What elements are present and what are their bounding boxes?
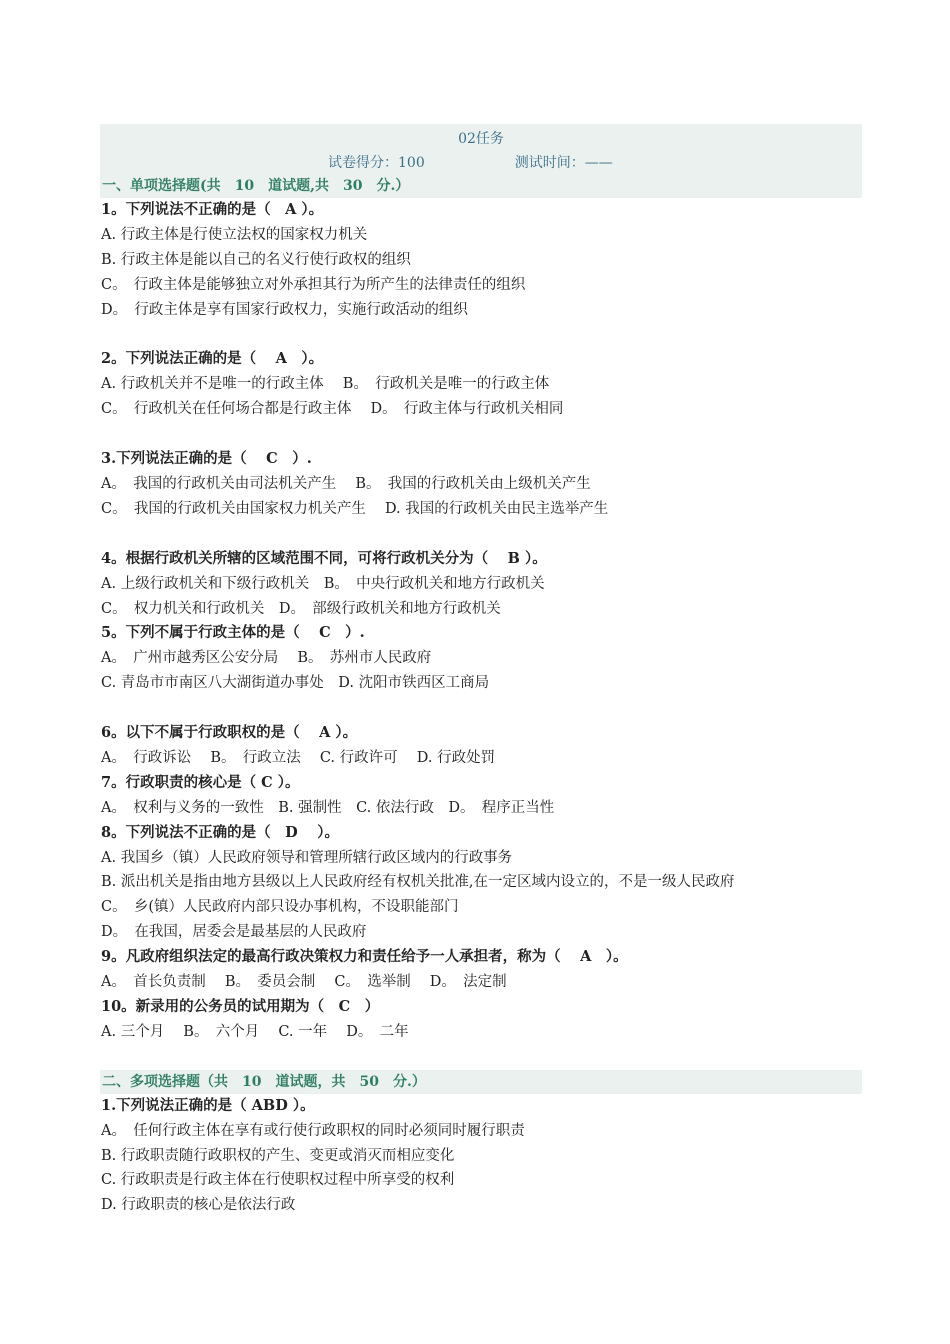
option-d: D。 在我国，居委会是最基层的人民政府 (101, 924, 367, 941)
spacer (100, 1045, 862, 1070)
option-d: D. 行政职责的核心是依法行政 (101, 1197, 296, 1214)
option-line: A。 权利与义务的一致性 B. 强制性 C. 依法行政 D。 程序正当性 (101, 799, 555, 816)
question-text: 3.下列说法正确的是（ C ）. (101, 450, 312, 468)
option-c: C。 乡(镇）人民政府内部只设办事机构，不设职能部门 (101, 899, 459, 916)
question-block (100, 198, 862, 322)
question-text: 1.下列说法正确的是（ ABD ）。 (101, 1096, 315, 1114)
spacer (100, 522, 862, 547)
document-page (100, 124, 862, 1218)
question-block (100, 447, 862, 522)
question-block (100, 995, 862, 1045)
option-a: A. 行政主体是行使立法权的国家权力机关 (101, 226, 368, 243)
section-heading-multiple-choice: 二、多项选择题（共 10 道试题，共 50 分.） (100, 1070, 862, 1094)
question-block (100, 945, 862, 995)
question-block (100, 821, 862, 945)
question-text: 2。下列说法正确的是（ A ）。 (101, 350, 324, 368)
option-d: D。 行政主体是享有国家行政权力，实施行政活动的组织 (101, 301, 468, 318)
option-line: A. 行政机关并不是唯一的行政主体 B。 行政机关是唯一的行政主体 (101, 376, 550, 393)
option-c: C. 行政职责是行政主体在行使职权过程中所享受的权利 (101, 1172, 455, 1189)
question-text: 9。凡政府组织法定的最高行政决策权力和责任给予一人承担者，称为（ A ）。 (101, 948, 628, 966)
option-line: C。 权力机关和行政机关 D。 部级行政机关和地方行政机关 (101, 600, 501, 617)
option-line: C。 行政机关在任何场合都是行政主体 D。 行政主体与行政机关相同 (101, 401, 564, 418)
question-text: 6。以下不属于行政职权的是（ A ）。 (101, 724, 358, 742)
exam-title: 02任务 (458, 131, 504, 147)
question-block (100, 621, 862, 696)
option-line: A. 上级行政机关和下级行政机关 B。 中央行政机关和地方行政机关 (101, 575, 545, 592)
spacer (100, 696, 862, 721)
option-b: B. 派出机关是指由地方县级以上人民政府经有权机关批准,在一定区域内设立的，不是一级人民政府 (101, 874, 735, 891)
option-line: A。 首长负责制 B。 委员会制 C。 选举制 D。 法定制 (101, 974, 507, 991)
question-block (100, 721, 862, 771)
question-text: 4。根据行政机关所辖的区域范围不同，可将行政机关分为（ B ）。 (101, 549, 547, 567)
spacer (100, 322, 862, 347)
option-line: A. 三个月 B。 六个月 C. 一年 D。 二年 (101, 1023, 409, 1040)
option-line: A。 广州市越秀区公安分局 B。 苏州市人民政府 (101, 650, 432, 667)
question-block (100, 347, 862, 422)
exam-header (100, 124, 862, 174)
exam-time: 测试时间：—— (514, 155, 613, 171)
question-text: 5。下列不属于行政主体的是（ C ）. (101, 624, 365, 642)
question-text: 7。行政职责的核心是（ C ）。 (101, 773, 300, 791)
option-line: C. 青岛市市南区八大湖街道办事处 D. 沈阳市铁西区工商局 (101, 675, 490, 692)
question-text: 10。新录用的公务员的试用期为（ C ） (101, 997, 380, 1015)
option-line: C。 我国的行政机关由国家权力机关产生 D. 我国的行政机关由民主选举产生 (101, 500, 609, 517)
option-b: B. 行政主体是能以自己的名义行使行政权的组织 (101, 251, 411, 268)
option-b: B. 行政职责随行政职权的产生、变更或消灭而相应变化 (101, 1147, 455, 1164)
question-text: 1。下列说法不正确的是（ A ）。 (101, 201, 324, 218)
question-text: 8。下列说法不正确的是（ D ）。 (101, 823, 339, 841)
exam-score: 试卷得分：100 (328, 155, 425, 171)
option-c: C。 行政主体是能够独立对外承担其行为所产生的法律责任的组织 (101, 276, 526, 293)
option-a: A。 任何行政主体在享有或行使行政职权的同时必须同时履行职责 (101, 1122, 525, 1139)
option-line: A。 行政诉讼 B。 行政立法 C. 行政许可 D. 行政处罚 (101, 750, 496, 767)
question-block (100, 547, 862, 622)
section-heading-single-choice: 一、单项选择题(共 10 道试题,共 30 分.） (100, 174, 862, 198)
question-block (100, 1094, 862, 1218)
spacer (100, 422, 862, 447)
option-a: A. 我国乡（镇）人民政府领导和管理所辖行政区域内的行政事务 (101, 849, 513, 866)
exam-meta (328, 152, 613, 172)
option-line: A。 我国的行政机关由司法机关产生 B。 我国的行政机关由上级机关产生 (101, 476, 591, 493)
question-block (100, 771, 862, 821)
